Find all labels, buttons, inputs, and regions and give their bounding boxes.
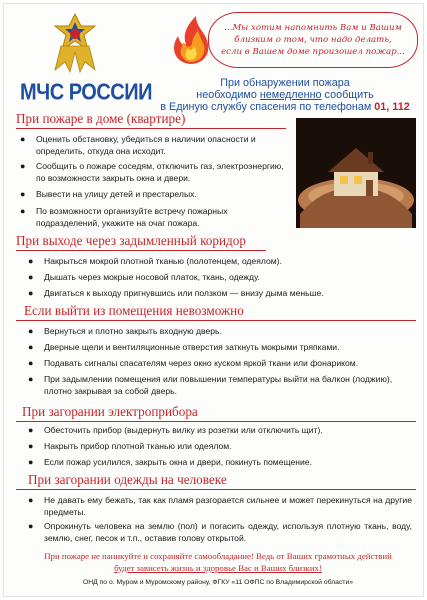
list-item: ● По возможности организуйте встречу пожарных подразделений, укажите на очаг пожара. — [20, 206, 228, 228]
bullet-icon: ● — [28, 425, 34, 435]
emergency-callout: При обнаружении пожара необходимо немедленно сообщить в Единую службу спасения по телефонам 01, 112 — [160, 77, 410, 113]
bullet-icon: ● — [28, 272, 34, 282]
emchs-emblem-icon — [52, 12, 98, 74]
intro-banner-text: ...Мы хотим напомнить Вам и Вашим близким о том, что надо делать, если в Вашем доме произошел пожар... — [221, 23, 405, 57]
heading-underline — [16, 489, 416, 490]
list-item: ● При задымлении помещения или повышении температуры выйти на балкон (лоджию), плотно закрывая за собой дверь. — [28, 374, 393, 396]
list-item: ● Накрыть прибор плотной тканью или одеялом. — [28, 441, 232, 451]
list-item: ● Дышать через мокрые носовой платок, ткань, одежду. — [28, 272, 260, 282]
section-heading-clothing-fire: При загорании одежды на человеке — [28, 472, 227, 487]
bullet-icon: ● — [20, 161, 26, 171]
list-item: ● Опрокинуть человека на землю (пол) и погасить одежду, используя плотную ткань, воду, землю, снег, песок и т.п., оставив голову открытой. — [28, 521, 412, 543]
section-heading-cannot-exit: Если выйти из помещения невозможно — [24, 303, 244, 318]
bullet-icon: ● — [28, 457, 34, 467]
bullet-icon: ● — [28, 256, 34, 266]
heading-underline — [16, 320, 416, 321]
closing-message: При пожаре не паникуйте и сохраняйте самообладание! Ведь от Ваших грамотных действий будет зависеть жизнь и здоровье Вас и Ваших близких! — [44, 551, 392, 573]
bullet-icon: ● — [28, 326, 34, 336]
heading-underline — [16, 128, 286, 129]
flame-icon — [166, 14, 214, 66]
bullet-icon: ● — [28, 441, 34, 451]
bullet-icon: ● — [28, 288, 34, 298]
leaflet — [3, 3, 424, 597]
section-heading-appliance-fire: При загорании электроприбора — [22, 404, 198, 419]
brand-name: МЧС РОССИИ — [20, 80, 152, 106]
intro-banner — [208, 12, 418, 68]
list-item: ● Оценить обстановку, убедиться в наличии опасности и определить, откуда она исходит. — [20, 134, 256, 156]
list-item: ● Накрыться мокрой плотной тканью (полотенцем, одеялом). — [28, 256, 282, 266]
house-in-hands-photo — [296, 118, 416, 228]
section-heading-smoky-corridor: При выходе через задымленный коридор — [16, 233, 246, 248]
bullet-icon: ● — [28, 358, 34, 368]
section-heading-home-fire: При пожаре в доме (квартире) — [16, 111, 186, 126]
list-item: ● Дверные щели и вентиляционные отверстия заткнуть мокрыми тряпками. — [28, 342, 340, 352]
emergency-numbers: 01, 112 — [374, 101, 410, 113]
list-item: ● Вернуться и плотно закрыть входную дверь. — [28, 326, 222, 336]
bullet-icon: ● — [20, 134, 26, 144]
list-item: ● Подавать сигналы спасателям через окно куском яркой ткани или фонариком. — [28, 358, 359, 368]
list-item: ● Сообщить о пожаре соседям, отключить газ, электроэнергию, по возможности закрыть окна и двери. — [20, 161, 284, 183]
list-item: ● Двигаться к выходу пригнувшись или ползком — внизу дыма меньше. — [28, 288, 324, 298]
list-item: ● Вывести на улицу детей и престарелых. — [20, 189, 197, 199]
heading-underline — [16, 421, 416, 422]
heading-underline — [16, 250, 266, 251]
footer-credit: ОНД по о. Муром и Муромскому району, ФГКУ «11 ОФПС по Владимирской области» — [82, 579, 354, 586]
list-item: ● Не давать ему бежать, так как пламя разгорается сильнее и может перекинуться на другие предметы. — [28, 495, 412, 517]
bullet-icon: ● — [28, 342, 34, 352]
bullet-icon: ● — [20, 189, 26, 199]
bullet-icon: ● — [28, 521, 34, 531]
list-item: ● Если пожар усилился, закрыть окна и двери, покинуть помещение. — [28, 457, 312, 467]
bullet-icon: ● — [28, 495, 34, 505]
bullet-icon: ● — [20, 206, 26, 216]
bullet-icon: ● — [28, 374, 34, 384]
list-item: ● Обесточить прибор (выдернуть вилку из розетки или отключить щит). — [28, 425, 323, 435]
